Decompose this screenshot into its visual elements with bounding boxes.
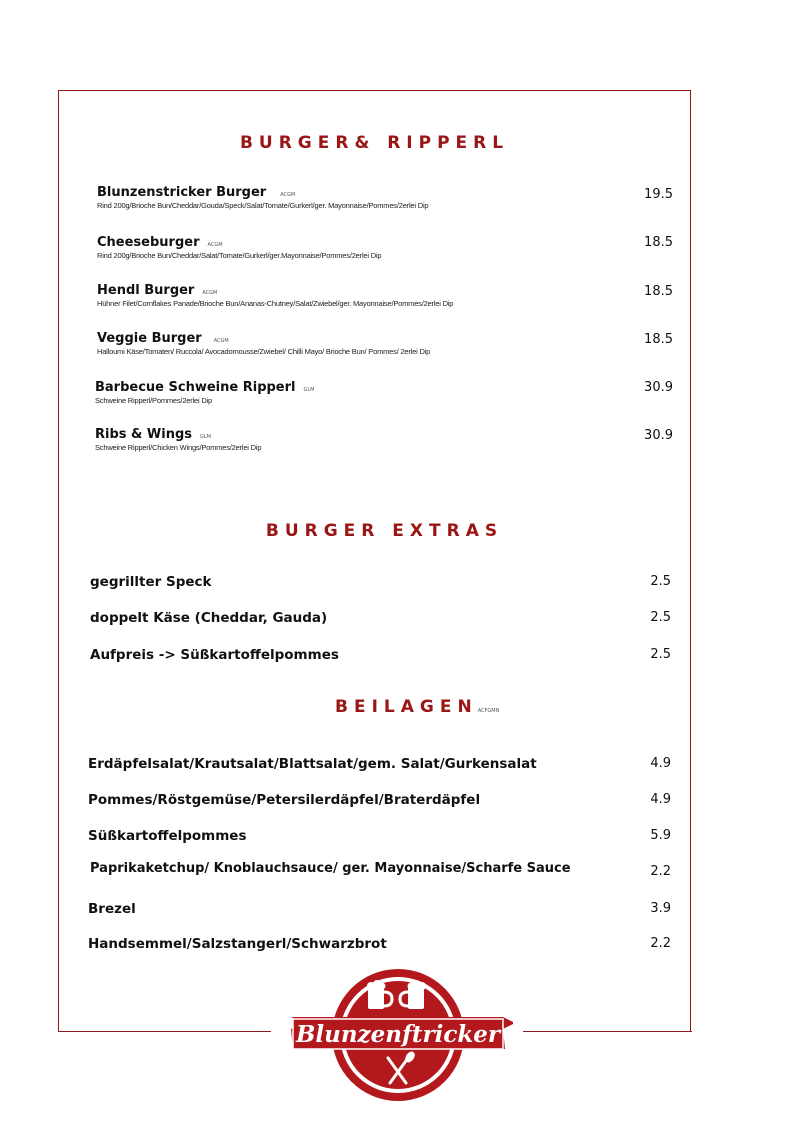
item-price: 30.9 — [644, 428, 673, 443]
extra-item-name: gegrillter Speck — [90, 574, 212, 590]
logo-text: Blunzenftricker — [295, 1021, 501, 1048]
frame-bottom-right-line — [523, 1031, 692, 1032]
side-item-name: Handsemmel/Salzstangerl/Schwarzbrot — [88, 936, 387, 952]
item-price: 4.9 — [650, 792, 671, 807]
side-item-name: Süßkartoffelpommes — [88, 828, 247, 844]
allergen-code: ACGM — [207, 242, 223, 248]
allergen-code: ACGM — [213, 338, 229, 344]
allergen-code: ACFGMN — [477, 708, 500, 714]
menu-item — [97, 331, 430, 356]
item-name: Ribs & Wings — [95, 427, 192, 442]
item-name: Hendl Burger — [97, 283, 195, 298]
side-item-name: Paprikaketchup/ Knoblauchsauce/ ger. Mayonnaise/Scharfe Sauce — [90, 861, 571, 876]
item-price: 2.2 — [650, 864, 671, 879]
item-name: Cheeseburger — [97, 235, 200, 250]
side-item-name: Erdäpfelsalat/Krautsalat/Blattsalat/gem. Salat/Gurkensalat — [88, 756, 537, 772]
menu-item — [97, 185, 428, 210]
item-price: 5.9 — [650, 828, 671, 843]
frame-bottom-left-line — [58, 1031, 271, 1032]
menu-item — [97, 283, 453, 308]
side-item-name: Brezel — [88, 901, 136, 917]
item-price: 18.5 — [644, 284, 673, 299]
item-description: Rind 200g/Brioche Bun/Cheddar/Gouda/Speck/Salat/Tomate/Gurkerl/ger. Mayonnaise/Pommes/2erlei Dip — [97, 201, 429, 210]
item-description: Schweine Ripperl/Pommes/2erlei Dip — [95, 396, 213, 405]
item-description: Rind 200g/Brioche Bun/Cheddar/Salat/Tomate/Gurkerl/ger.Mayonnaise/Pommes/2erlei Dip — [97, 251, 382, 260]
item-price: 18.5 — [644, 332, 673, 347]
section-title-extras: BURGER EXTRAS — [265, 521, 504, 541]
item-price: 30.9 — [644, 380, 673, 395]
item-price: 3.9 — [650, 901, 671, 916]
section-title-sides: BEILAGENACFGMN — [335, 697, 500, 717]
menu-item — [97, 235, 381, 260]
menu-item — [95, 427, 261, 452]
menu-frame — [58, 90, 691, 1031]
blunzenstricker-logo — [283, 965, 513, 1105]
item-price: 2.5 — [650, 574, 671, 589]
item-price: 18.5 — [644, 235, 673, 250]
item-price: 2.2 — [650, 936, 671, 951]
item-name: Blunzenstricker Burger — [97, 185, 267, 200]
item-price: 19.5 — [644, 187, 673, 202]
item-name: Veggie Burger — [97, 331, 202, 346]
item-price: 2.5 — [650, 610, 671, 625]
extra-item-name: Aufpreis -> Süßkartoffelpommes — [90, 647, 339, 663]
item-description: Halloumi Käse/Tomaten/ Ruccola/ Avocadomousse/Zwiebel/ Chilli Mayo/ Brioche Bun/ Pommes/ 2erlei Dip — [97, 347, 431, 356]
extra-item-name: doppelt Käse (Cheddar, Gauda) — [90, 610, 328, 626]
section-title-burger: BURGER& RIPPERL — [239, 133, 510, 153]
item-description: Hühner Filet/Cornflakes Panade/Brioche Bun/Ananas-Chutney/Salat/Zwiebel/ger. Mayonnaise/Pommes/2erlei Dip — [97, 299, 454, 308]
allergen-code: GLM — [200, 434, 211, 440]
allergen-code: ACGM — [280, 192, 296, 198]
side-item-name: Pommes/Röstgemüse/Petersilerdäpfel/Braterdäpfel — [88, 792, 481, 808]
allergen-code: GLM — [303, 387, 315, 393]
menu-item — [95, 380, 314, 405]
item-description: Schweine Ripperl/Chicken Wings/Pommes/2erlei Dip — [95, 443, 262, 452]
item-price: 2.5 — [650, 647, 671, 662]
allergen-code: ACGM — [202, 290, 218, 296]
item-name: Barbecue Schweine Ripperl — [95, 380, 296, 395]
item-price: 4.9 — [650, 756, 671, 771]
